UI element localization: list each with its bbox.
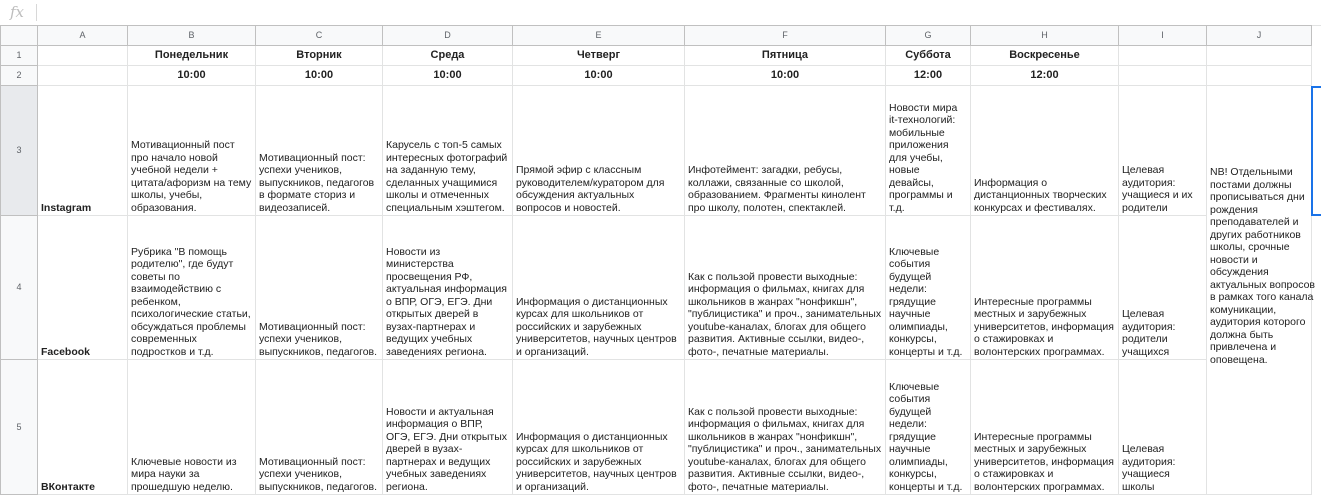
formula-bar-divider: [36, 4, 37, 21]
column-header-i[interactable]: I: [1119, 26, 1207, 46]
cell-facebook-friday[interactable]: Как с пользой провести выходные: информация о фильмах, книгах для школьников в жанрах "нонфикшн", "публицистика" и проч., занимательных youtube-каналах, блогах для общего развития. Активные ссылки, видео-, фото-, печатные материалы.: [685, 216, 886, 360]
cell-instagram-thursday[interactable]: Прямой эфир с классным руководителем/куратором для обсуждения актуальных вопросов и новостей.: [513, 86, 685, 216]
cell-day-wednesday[interactable]: Среда: [383, 46, 513, 66]
cell-time-wednesday[interactable]: 10:00: [383, 66, 513, 86]
cell-facebook-wednesday[interactable]: Новости из министерства просвещения РФ, актуальная информация о ВПР, ОГЭ, ЕГЭ. Дни открытых дверей в вузах-партнерах и ведущих учебных заведениях региона.: [383, 216, 513, 360]
cell-vk-saturday[interactable]: Ключевые события будущей недели: грядущие научные олимпиады, конкурсы, концерты и т.д.: [886, 360, 971, 495]
column-header-j[interactable]: J: [1207, 26, 1312, 46]
column-header-d[interactable]: D: [383, 26, 513, 46]
cell-day-friday[interactable]: Пятница: [685, 46, 886, 66]
column-header-e[interactable]: E: [513, 26, 685, 46]
cell-time-tuesday[interactable]: 10:00: [256, 66, 383, 86]
cell-instagram-wednesday[interactable]: Карусель с топ-5 самых интересных фотографий на заданную тему, сделанных учащимися школы и отмеченных специальным хэштегом.: [383, 86, 513, 216]
cell-facebook-monday[interactable]: Рубрика "В помощь родителю", где будут советы по взаимодействию с ребенком, психологические статьи, обсуждаться проблемы современных подростков и т.д.: [128, 216, 256, 360]
cell-j2[interactable]: [1207, 66, 1312, 86]
row-header-5[interactable]: 5: [1, 360, 38, 495]
column-header-a[interactable]: A: [38, 26, 128, 46]
cell-facebook-sunday[interactable]: Интересные программы местных и зарубежных университетов, информация о стажировках и волонтерских программах.: [971, 216, 1119, 360]
cell-day-monday[interactable]: Понедельник: [128, 46, 256, 66]
cell-a2[interactable]: [38, 66, 128, 86]
cell-facebook-audience[interactable]: Целевая аудитория: родители учащихся: [1119, 216, 1207, 360]
cell-facebook-tuesday[interactable]: Мотивационный пост: успехи учеников, выпускников, педагогов.: [256, 216, 383, 360]
cell-i1[interactable]: [1119, 46, 1207, 66]
cell-j1[interactable]: [1207, 46, 1312, 66]
cell-time-sunday[interactable]: 12:00: [971, 66, 1119, 86]
cell-time-friday[interactable]: 10:00: [685, 66, 886, 86]
formula-input[interactable]: [42, 4, 1312, 21]
formula-bar: [0, 0, 1321, 26]
cell-vk-thursday[interactable]: Информация о дистанционных курсах для школьников от российских и зарубежных университетов, научных центров и организаций.: [513, 360, 685, 495]
cell-i2[interactable]: [1119, 66, 1207, 86]
note-text: NB! Отдельными постами должны прописываться дни рождения преподавателей и других работников школы, срочные новости и обсуждения актуальных вопросов в рамках того канала комуникации, аудитория которого должна быть привлечена и оповещена.: [1210, 166, 1316, 366]
cell-vk-friday[interactable]: Как с пользой провести выходные: информация о фильмах, книгах для школьников в жанрах "нонфикшн", "публицистика" и проч., занимательных youtube-каналах, блогах для общего развития. Активные ссылки, видео-, фото-, печатные материалы.: [685, 360, 886, 495]
row-header-1[interactable]: 1: [1, 46, 38, 66]
row-header-4[interactable]: 4: [1, 216, 38, 360]
cell-day-saturday[interactable]: Суббота: [886, 46, 971, 66]
row-header-3[interactable]: 3: [1, 86, 38, 216]
cell-vk-sunday[interactable]: Интересные программы местных и зарубежных университетов, информация о стажировках и волонтерских программах.: [971, 360, 1119, 495]
cell-day-sunday[interactable]: Воскресенье: [971, 46, 1119, 66]
column-header-h[interactable]: H: [971, 26, 1119, 46]
cell-vk-audience[interactable]: Целевая аудитория: учащиеся школы: [1119, 360, 1207, 495]
cell-facebook-saturday[interactable]: Ключевые события будущей недели: грядущие научные олимпиады, конкурсы, концерты и т.д.: [886, 216, 971, 360]
cell-instagram-audience[interactable]: Целевая аудитория: учащиеся и их родители: [1119, 86, 1207, 216]
cell-day-thursday[interactable]: Четверг: [513, 46, 685, 66]
cell-vk-wednesday[interactable]: Новости и актуальная информация о ВПР, ОГЭ, ЕГЭ. Дни открытых дверей в вузах-партнерах и ведущих учебных заведениях региона.: [383, 360, 513, 495]
cell-instagram-friday[interactable]: Инфотеймент: загадки, ребусы, коллажи, связанные со школой, образованием. Фрагменты кинолент про школу, полотен, спектаклей.: [685, 86, 886, 216]
column-header-c[interactable]: C: [256, 26, 383, 46]
cell-time-saturday[interactable]: 12:00: [886, 66, 971, 86]
column-header-b[interactable]: B: [128, 26, 256, 46]
cell-instagram-sunday[interactable]: Информация о дистанционных творческих конкурсах и фестивалях.: [971, 86, 1119, 216]
cell-time-monday[interactable]: 10:00: [128, 66, 256, 86]
fx-icon: fx: [10, 3, 25, 21]
select-all-corner[interactable]: [1, 26, 38, 46]
column-header-g[interactable]: G: [886, 26, 971, 46]
spreadsheet-grid: [0, 25, 1316, 495]
cell-time-thursday[interactable]: 10:00: [513, 66, 685, 86]
cell-vk-monday[interactable]: Ключевые новости из мира науки за прошедшую неделю.: [128, 360, 256, 495]
cell-day-tuesday[interactable]: Вторник: [256, 46, 383, 66]
cell-instagram-tuesday[interactable]: Мотивационный пост: успехи учеников, выпускников, педагогов в формате сториз и видеозаписей.: [256, 86, 383, 216]
cell-a1[interactable]: [38, 46, 128, 66]
cell-instagram-monday[interactable]: Мотивационный пост про начало новой учебной недели + цитата/афоризм на тему школы, учебы, образования.: [128, 86, 256, 216]
cell-facebook-thursday[interactable]: Информация о дистанционных курсах для школьников от российских и зарубежных университетов, научных центров и организаций.: [513, 216, 685, 360]
cell-note[interactable]: [1207, 86, 1316, 495]
row-header-2[interactable]: 2: [1, 66, 38, 86]
cell-platform-vk[interactable]: ВКонтакте: [38, 360, 128, 495]
cell-vk-tuesday[interactable]: Мотивационный пост: успехи учеников, выпускников, педагогов.: [256, 360, 383, 495]
column-header-f[interactable]: F: [685, 26, 886, 46]
cell-platform-facebook[interactable]: Facebook: [38, 216, 128, 360]
cell-platform-instagram[interactable]: Instagram: [38, 86, 128, 216]
cell-instagram-saturday[interactable]: Новости мира it-технологий: мобильные приложения для учебы, новые девайсы, программы и т.д.: [886, 86, 971, 216]
